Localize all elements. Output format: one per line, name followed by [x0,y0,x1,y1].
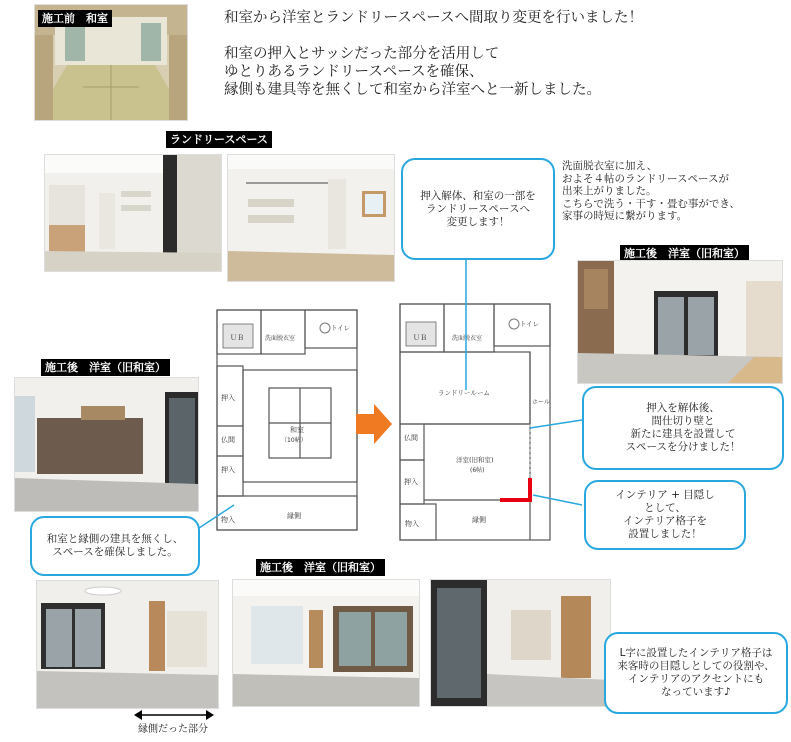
callout-line: 新たに建具を設置して [630,428,736,440]
before-label: 施工前 和室 [38,10,112,27]
callout-line: 間仕切り壁と [651,415,715,427]
plan-before-room: 和室 [290,426,304,434]
after-label-bottom: 施工後 洋室（旧和室） [256,559,385,576]
plan-before-ub: ＵＢ [230,334,244,342]
intro-line-1: 和室から洋室とランドリースペースへ間取り変更を行いました！ [224,10,644,26]
plan-after-washroom: 洗面脱衣室 [452,335,483,342]
plan-before-butsuma: 仏間 [221,436,235,444]
plan-before-oshiire-1: 押入 [221,394,235,402]
callout-line: スペースを確保しました。 [52,546,178,558]
plan-after-toilet: トイレ [520,320,540,328]
callout-partition [582,386,784,470]
plan-after-laundry: ランドリールーム [438,389,490,397]
intro-line-4: 縁側も建具等を無くして和室から洋室へと一新しました。 [224,82,601,98]
plan-after-engawa: 縁側 [472,516,486,524]
after-photo-bottom-3 [430,579,611,707]
after-photo-bottom-1 [36,580,219,709]
callout-line: スペースを分けました！ [625,441,741,453]
laundry-note-line: こちらで洗う・干す・畳む事ができ、 [562,197,740,210]
callout-oshiire [401,158,555,260]
callout-line: 押入解体、和室の一部を [420,189,536,202]
callout-line: 来客時の目隠しとしての役割や、 [617,660,775,672]
callout-line: インテリア + 目隠し [615,489,715,501]
plan-before-oshiire-2: 押入 [221,466,235,474]
laundry-note-line: 洗面脱衣室に加え、 [562,160,658,172]
callout-line: インテリアのアクセントにも [627,673,765,685]
callout-line: として、 [644,502,686,514]
callout-engawa [30,516,200,576]
plan-before-room-size: （10帖） [281,437,307,444]
intro-line-3: ゆとりあるランドリースペースを確保、 [224,64,484,80]
laundry-space-label: ランドリースペース [166,131,272,148]
engawa-caption: 縁側だった部分 [138,724,208,735]
callout-accent [604,632,788,714]
plan-before-washroom: 洗面脱衣室 [265,335,296,342]
callout-line: なっています♪ [661,686,731,698]
plan-after-hall: ホール [532,399,550,406]
plan-before-engawa: 縁側 [287,512,301,520]
after-photo-bottom-2 [232,579,420,707]
after-label-right: 施工後 洋室（旧和室） [620,245,749,262]
callout-line: 変更します！ [446,215,510,228]
laundry-note-line: 出来上がりました。 [562,185,657,197]
callout-line: インテリア格子を [623,515,707,527]
laundry-note-line: 家事の時短に繋がります。 [562,210,688,222]
callout-line: L字に設置したインテリア格子は [619,647,773,659]
intro-line-2: 和室の押入とサッシだった部分を活用して [224,46,500,62]
plan-after-oshiire: 押入 [404,478,418,486]
callout-line: ランドリースペースへ [426,202,530,215]
callout-lattice [584,480,746,550]
plan-after-monoire: 物入 [405,520,419,528]
callout-line: 設置しました！ [628,528,702,540]
plan-after-room-size: (6帖) [470,467,485,474]
plan-after-butsuma: 仏間 [404,434,418,442]
after-label-left: 施工後 洋室（旧和室） [41,359,170,376]
laundry-note-line: およそ４帖のランドリースペースが [562,172,729,185]
plan-after-ub: ＵＢ [413,334,427,342]
double-arrow-icon [134,709,214,721]
plan-after-room: 洋室(旧和室) [456,456,494,464]
callout-line: 押入を解体後、 [646,402,720,414]
plan-before-monoire: 物入 [221,516,235,524]
plan-before-toilet: トイレ [331,324,351,332]
callout-line: 和室と縁側の建具を無くし、 [46,533,184,545]
